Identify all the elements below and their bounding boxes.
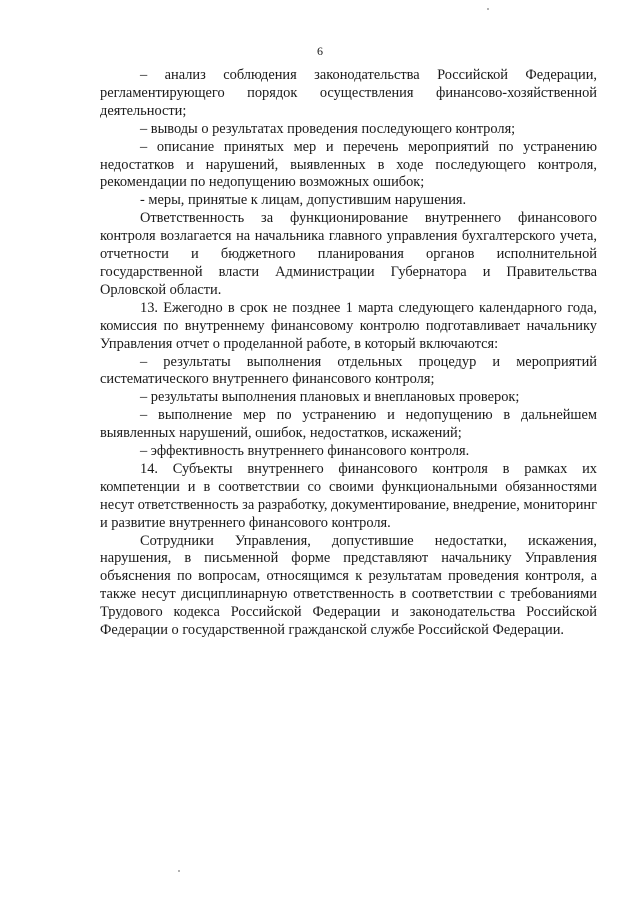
page-number: 6 bbox=[317, 44, 323, 58]
list-item-effectiveness: – эффективность внутреннего финансового контроля. bbox=[140, 443, 470, 460]
list-item-inspection-results: – результаты выполнения плановых и внеплановых проверок; bbox=[140, 389, 520, 406]
paragraph-employees: Сотрудники Управления, допустившие недостатки, искажения, нарушения, в письменной форме представляют начальнику Управления объяснения по вопросам, относящимся к результатам проведения контроля, а также несут дисциплинарную ответственность в соответствии с требованиями Трудового кодекса Российской Федерации и законодательства Российской Федерации о государственной гражданской службе Российской Федерации. bbox=[100, 532, 597, 639]
scan-speck bbox=[487, 8, 489, 10]
list-item-measures-description: – описание принятых мер и перечень мероприятий по устранению недостатков и нарушений, выявленных в ходе последующего контроля, рекомендации по недопущению возможных ошибок; bbox=[100, 138, 597, 191]
list-item-remediation: – выполнение мер по устранению и недопущению в дальнейшем выявленных нарушений, ошибок, недостатков, искажений; bbox=[100, 407, 597, 442]
list-item-analysis: – анализ соблюдения законодательства Российской Федерации, регламентирующего порядок осуществления финансово-хозяйственной деятельности; bbox=[100, 67, 597, 119]
list-item-measures-taken: - меры, принятые к лицам, допустившим нарушения. bbox=[140, 192, 467, 209]
paragraph-responsibility: Ответственность за функционирование внутреннего финансового контроля возлагается на начальника главного управления бухгалтерского учета, отчетности и бюджетного планирования органов исполнительной государственной власти Администрации Губернатора и Правительства Орловской области. bbox=[100, 210, 597, 298]
list-item-procedure-results: – результаты выполнения отдельных процедур и мероприятий систематического внутреннего финансового контроля; bbox=[100, 353, 597, 388]
paragraph-clause-13: 13. Ежегодно в срок не позднее 1 марта следующего календарного года, комиссия по внутреннему финансовому контролю подготавливает начальнику Управления отчет о проделанной работе, в который включаются: bbox=[100, 299, 597, 352]
paragraph-clause-14: 14. Субъекты внутреннего финансового контроля в рамках их компетенции и в соответствии со своими функциональными обязанностями несут ответственность за разработку, документирование, внедрение, мониторинг и развитие внутреннего финансового контроля. bbox=[100, 460, 597, 531]
list-item-conclusions: – выводы о результатах проведения последующего контроля; bbox=[140, 120, 516, 137]
scan-speck bbox=[178, 870, 180, 872]
document-body bbox=[100, 67, 597, 640]
